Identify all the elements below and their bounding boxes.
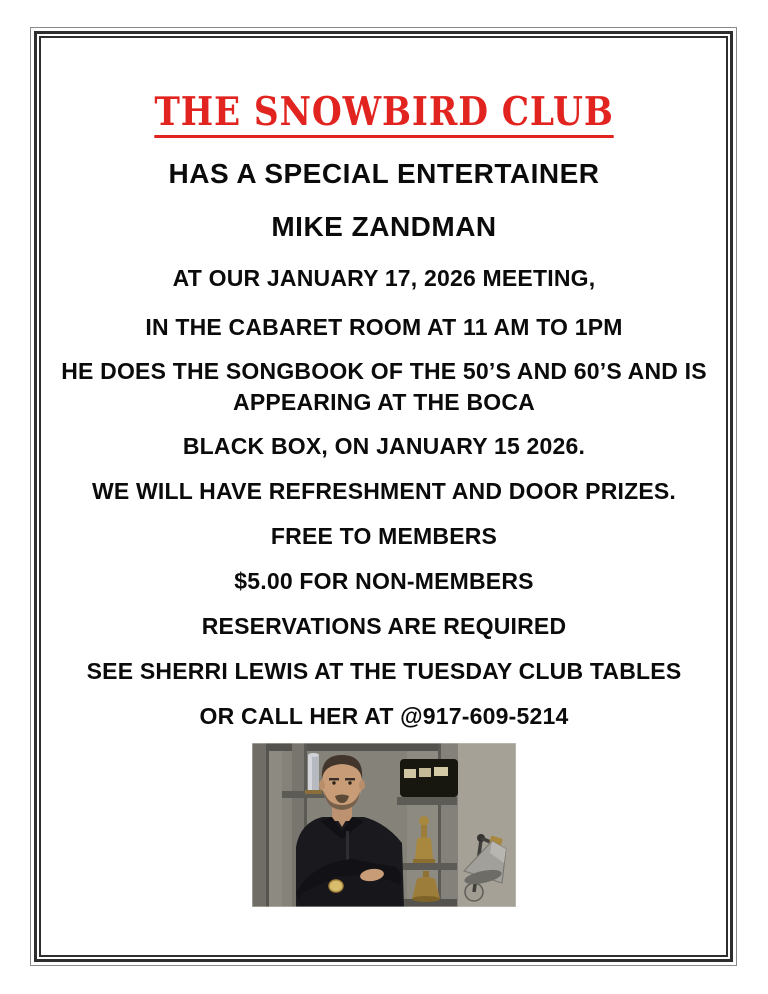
detail-black-box: BLACK BOX, ON JANUARY 15 2026. bbox=[182, 433, 586, 459]
performer-name: MIKE ZANDMAN bbox=[271, 211, 497, 242]
flyer-title: THE SNOWBIRD CLUB bbox=[154, 90, 613, 138]
detail-refreshments: WE WILL HAVE REFRESHMENT AND DOOR PRIZES. bbox=[91, 478, 677, 504]
detail-reservations: RESERVATIONS ARE REQUIRED bbox=[201, 613, 567, 639]
detail-nonmember-price: $5.00 FOR NON-MEMBERS bbox=[234, 568, 534, 594]
detail-room-time: IN THE CABARET ROOM AT 11 AM TO 1PM bbox=[145, 314, 623, 340]
black-case-decor bbox=[400, 759, 458, 797]
flyer-subtitle: HAS A SPECIAL ENTERTAINER bbox=[168, 158, 600, 189]
performer-photo bbox=[252, 743, 516, 907]
performer-photo-graphic bbox=[252, 743, 516, 907]
detail-club-tables: SEE SHERRI LEWIS AT THE TUESDAY CLUB TABLES bbox=[86, 658, 682, 684]
detail-songbook: HE DOES THE SONGBOOK OF THE 50’S AND 60’S AND IS APPEARING AT THE BOCA bbox=[61, 358, 707, 415]
title-row bbox=[0, 90, 768, 138]
detail-meeting-date: AT OUR JANUARY 17, 2026 MEETING, bbox=[172, 265, 596, 291]
detail-phone: OR CALL HER AT @917-609-5214 bbox=[199, 703, 569, 729]
detail-free-members: FREE TO MEMBERS bbox=[270, 523, 498, 549]
